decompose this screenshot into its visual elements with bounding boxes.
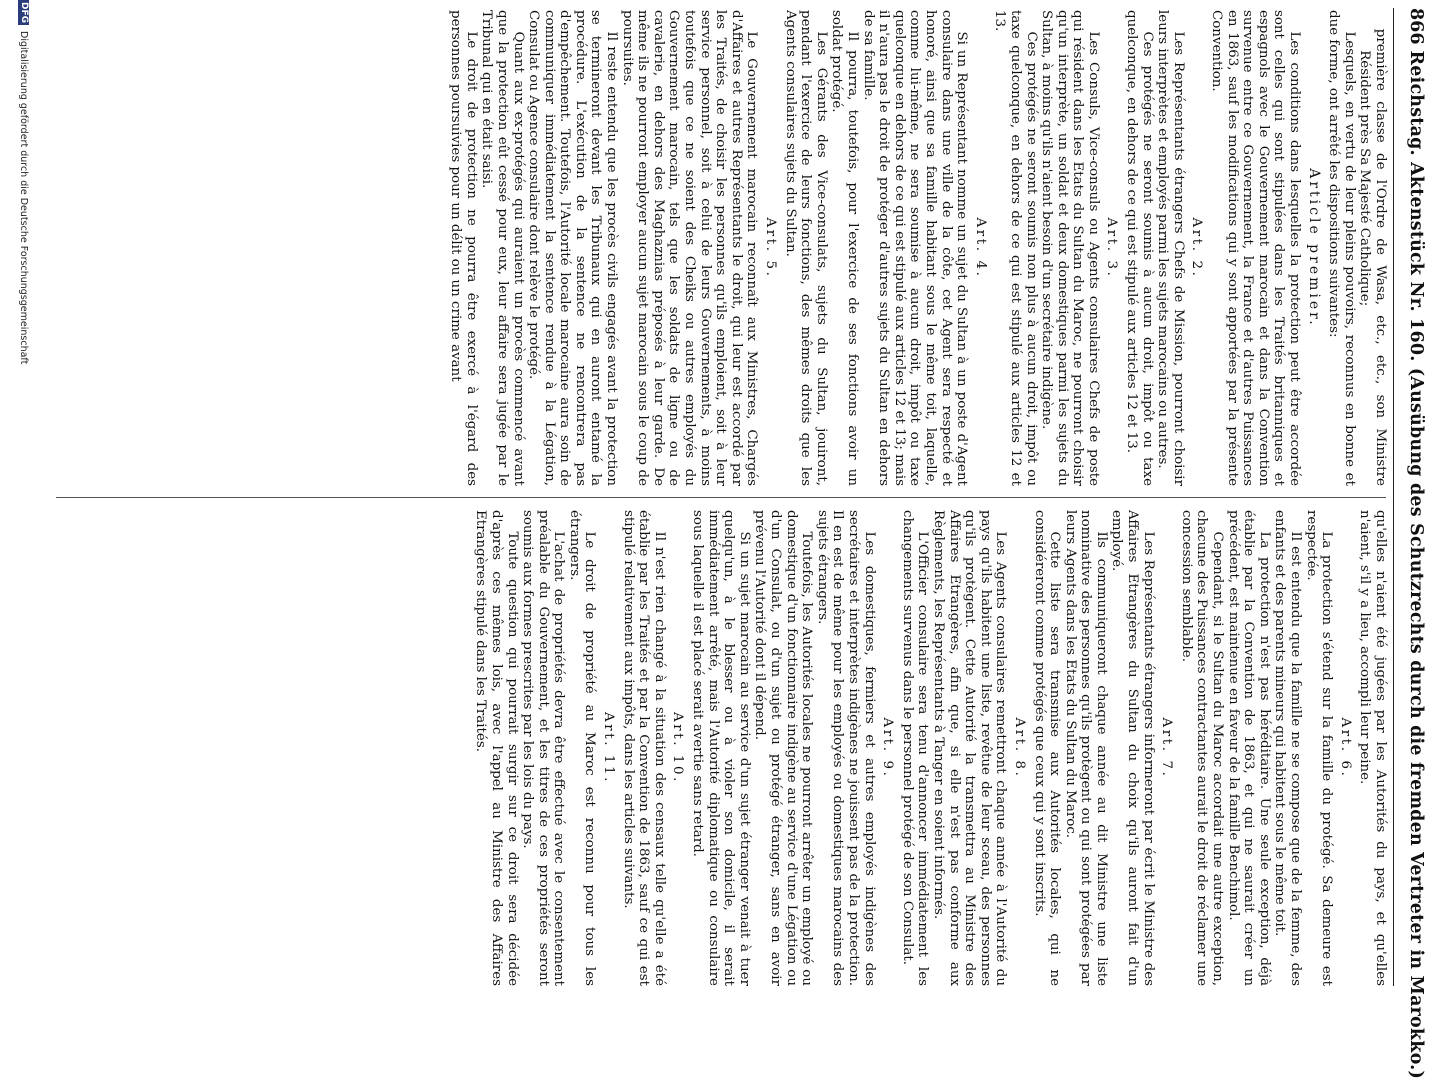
paragraph: Les Représentants étrangers Chefs de Mission, pourront choisir leurs interprètes et employés parmi les sujets marocains ou autres. [1155, 10, 1186, 486]
left-column [43, 10, 1388, 486]
article-heading: Art. 4. [972, 217, 988, 279]
page-header [1398, 8, 1426, 1079]
paragraph: Ces protégés ne seront soumis à aucun droit, impôt ou taxe quelconque, en dehors de ce qui est stipulé aux articles 12 et 13. [1124, 10, 1155, 486]
paragraph: La protection s'étend sur la famille du protégé. Sa demeure est respectée. [1303, 510, 1335, 986]
paragraph: qu'elles n'aient été jugées par les Autorités du pays, et qu'elles n'aient, s'il y a lieu, accompli leur peine. [1357, 510, 1388, 986]
paragraph: Il est entendu que la famille ne se compose que de la femme, des enfants et des parents mineurs qui habitent sous le même toit. [1272, 510, 1304, 986]
paragraph: Le droit de propriété au Maroc est reconnu pour tous les étrangers. [566, 510, 598, 986]
article-heading: Article premier. [1305, 168, 1322, 328]
paragraph: Il n'est rien changé à la situation des censaux telle qu'elle a été établie par les Traités et par la Convention de 1863, sauf ce qui est stipulé relativement aux impôts, dans les articles suivants. [620, 510, 667, 986]
page-number: 866 [1406, 8, 1426, 45]
paragraph: L'achat de propriétés devra être effectué avec le consentement préalable du Gouvernement, et les titres de ces propriétés seront soumis aux formes prescrites par les lois du pays. [520, 510, 567, 986]
right-column [43, 510, 1388, 986]
running-title: Reichstag. Aktenstück Nr. 160. (Ausübung des Schutzrechts durch die fremden Vertreter in Marokko.) [1406, 50, 1426, 1079]
article-heading: Art. 3. [1104, 217, 1120, 279]
footer-credit: Digitalisierung gefördert durch die Deutsche Forschungsgemeinschaft [18, 31, 30, 365]
article-heading: Art. 11. [601, 711, 617, 785]
paragraph: Quant aux ex-protégés qui auraient un procès commencé avant que la protection eût cessé pour eux, leur affaire sera jugée par le Tribunal qui en était saisi. [479, 10, 526, 486]
paragraph: Les conditions dans lesquelles la protection peut être accordée sont celles qui sont stipulées dans les Traités britanniques et espagnols avec le Gouvernement marocain et dans la Convention survenue entre ce Gouvernement, la France et d'autres Puissances en 1863, sauf les modifications qui y sont apportées par la présente Convention. [1209, 10, 1303, 486]
paragraph: Les Agents consulaires remettront chaque année à l'Autorité du pays qu'ils habitent une liste, revêtue de leur sceau, des personnes qu'ils protègent. Cette Autorité la transmettra au Ministre des Affaires Etrangères, afin que, si elle n'est pas conforme aux Règlements, les Représentants à Tanger en soient informés. [930, 510, 1009, 986]
header-rule [1393, 8, 1394, 986]
article-heading: Art. 6. [1337, 717, 1353, 779]
paragraph: L'Officier consulaire sera tenu d'annoncer immédiatement les changements survenus dans le personnel protégé de son Consulat. [899, 510, 931, 986]
paragraph: Toute question qui pourrait surgir sur ce droit sera décidée d'après ces mêmes lois, avec l'appel au Ministre des Affaires Etrangères stipulé dans les Traités. [473, 510, 520, 986]
article-heading: Art. 8. [1011, 717, 1027, 779]
paragraph: La protection n'est pas héréditaire. Une seule exception, déjà établie par la Convention de 1863, et qui ne saurait créer un précédent, est maintenue en faveur de la famille Benchimol. [1225, 510, 1272, 986]
paragraph: Cependant, si le Sultan du Maroc accordait une autre exception, chacune des Puissances contractantes aurait le droit de réclamer une concession semblable. [1178, 510, 1226, 986]
paragraph: Le Gouvernement marocain reconnaît aux Ministres, Chargés d'Affaires et autres Représentants le droit, qui leur est accordé par les Traités, de choisir les personnes qu'ils emploient, soit à leur service personnel, soit à celui de leurs Gouvernements, à moins toutefois que ce ne soient des Cheiks ou autres employés du Gouvernement marocain, tels que les soldats de ligne ou de cavalerie, en dehors des Maghaznias préposés à leur garde. De même ils ne pourront employer aucun sujet marocain sous le coup de poursuites. [619, 10, 760, 486]
paragraph: première classe de l'Ordre de Wasa, etc., etc., son Ministre Résident près Sa Majesté Catholique; [1357, 28, 1388, 486]
paragraph: Si un sujet marocain au service d'un sujet étranger venait à tuer quelqu'un, à le blesser ou à violer son domicile, il serait immédiatement arrêté, mais l'Autorité diplomatique ou consulaire sous laquelle il est placé serait avertie sans retard. [690, 510, 752, 986]
paragraph: Toutefois, les Autorités locales ne pourront arrêter un employé ou domestique d'un fonctionnaire indigène au service d'une Légation ou d'un Consulat, ou d'un sujet ou protégé étranger, sans en avoir prévenu l'Autorité dont il dépend. [752, 510, 815, 986]
paragraph: Les domestiques, fermiers et autres employés indigènes des secrétaires et interprètes indigènes ne jouissent pas de la protection. Il en est de même pour les employés ou domestiques marocains des sujets étrangers. [814, 510, 877, 986]
article-heading: Art. 2. [1189, 217, 1205, 279]
article-heading: Art. 7. [1159, 717, 1175, 779]
digitization-footer [14, 0, 34, 1000]
paragraph: Les Gérants des Vice-consulats, sujets du Sultan, jouiront, pendant l'exercice de leurs fonctions, des mêmes droits que les Agents consulaires sujets du Sultan. [782, 10, 829, 486]
article-heading: Art. 9. [880, 717, 896, 779]
paragraph: Ils communiqueront chaque année au dit Ministre une liste nominative des personnes qu'ils protègent ou qui sont protégées par leurs Agents dans les Etats du Sultan du Maroc. [1062, 510, 1109, 986]
column-divider [56, 497, 1386, 498]
dfg-logo-icon: DFG [19, 2, 30, 24]
paragraph: Ces protégés ne seront soumis non plus à aucun droit, impôt ou taxe quelconque, en dehors de ce qui est stipulé aux articles 12 et 13. [992, 10, 1039, 486]
paragraph: Les Représentants étrangers informeront par écrit le Ministre des Affaires Etrangères du Sultan du choix qu'ils auront fait d'un employé. [1109, 510, 1156, 986]
paragraph: Les Consuls, Vice-consuls ou Agents consulaires Chefs de poste qui résident dans les Etats du Sultan du Maroc, ne pourront choisir qu'un interprète, un soldat et deux domestiques parmi les sujets du Sultan, à moins qu'ils n'aient besoin d'un secrétaire indigène. [1039, 10, 1101, 486]
paragraph: Cette liste sera transmise aux Autorités locales, qui ne considéreront comme protégés que ceux qui y sont inscrits. [1031, 510, 1063, 986]
paragraph: Si un Représentant nomme un sujet du Sultan à un poste d'Agent consulaire dans une ville de la côte, cet Agent sera respecté et honoré, ainsi que sa famille habitant sous le même toit, laquelle, comme lui-même, ne sera soumise à aucun droit, impôt ou taxe quelconque en dehors de ce qui est stipulé aux articles 12 et 13; mais il n'aura pas le droit de protéger d'autres sujets du Sultan en dehors de sa famille. [860, 10, 970, 486]
paragraph: Il reste entendu que les procès civils engagés avant la protection se termineront devant les Tribunaux qui en auront entamé la procédure. L'exécution de la sentence ne rencontrera pas d'empêchement. Toutefois, l'Autorité locale marocaine aura soin de communiquer immédiatement la sentence rendue à la Légation, Consulat ou Agence consulaire dont relève le protégé. [526, 10, 620, 486]
paragraph: Il pourra, toutefois, pour l'exercice de ses fonctions avoir un soldat protégé. [829, 10, 860, 486]
article-heading: Art. 5. [763, 217, 779, 279]
paragraph: Lesquels, en vertu de leur pleins pouvoirs, reconnus en bonne et due forme, ont arrêté les dispositions suivantes: [1326, 10, 1357, 486]
article-heading: Art. 10. [670, 711, 686, 785]
paragraph: Le droit de protection ne pourra être exercé à l'égard des personnes poursuivies pour un délit ou un crime avant [448, 10, 479, 486]
